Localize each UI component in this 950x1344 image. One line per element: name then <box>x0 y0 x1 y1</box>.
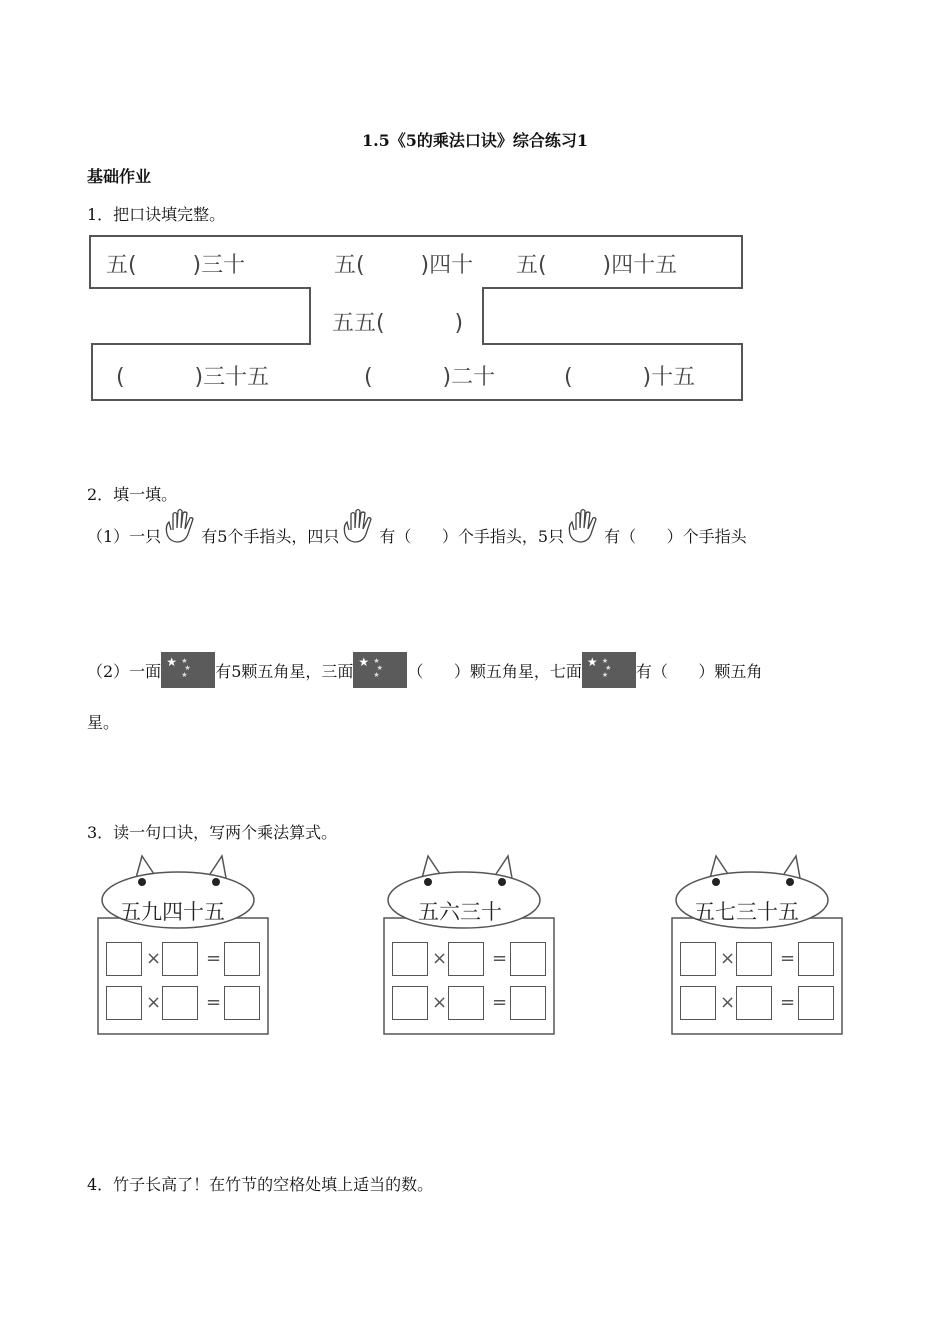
answer-box[interactable] <box>106 942 142 976</box>
hand-icon <box>161 508 201 548</box>
rhyme-card <box>92 852 272 1047</box>
flag-icon: ★ ★ ★ ★ <box>353 652 407 688</box>
answer-box[interactable] <box>224 986 260 1020</box>
flag-icon: ★ ★ ★ ★ <box>161 652 215 688</box>
rhyme-item[interactable]: 五五( ) <box>332 311 464 336</box>
hand-icon <box>339 508 379 548</box>
answer-box[interactable] <box>448 986 484 1020</box>
times-sign: × <box>432 948 448 969</box>
answer-box[interactable] <box>162 986 198 1020</box>
line-text[interactable]: 有（ ）个手指头 <box>604 526 747 546</box>
answer-box[interactable] <box>680 942 716 976</box>
rhyme-card <box>666 852 846 1047</box>
rhyme-item[interactable]: ( )十五 <box>564 365 696 390</box>
equals-sign: = <box>206 992 222 1013</box>
page-title: 1.5《5的乘法口诀》综合练习1 <box>361 131 589 150</box>
times-sign: × <box>720 948 736 969</box>
answer-box[interactable] <box>224 942 260 976</box>
rhyme-item[interactable]: 五( )四十 <box>334 253 474 278</box>
equals-sign: = <box>492 992 508 1013</box>
line-text: 有5颗五角星，三面 <box>215 661 354 681</box>
line-text[interactable]: （ ）颗五角星，七面 <box>407 661 582 681</box>
answer-box[interactable] <box>106 986 142 1020</box>
answer-box[interactable] <box>798 986 834 1020</box>
line-text[interactable]: 有（ ）颗五角 <box>635 661 763 681</box>
line-text: 有5个手指头，四只 <box>201 526 340 546</box>
rhyme-label: 五七三十五 <box>694 900 799 924</box>
rhyme-label: 五六三十 <box>418 900 502 924</box>
answer-box[interactable] <box>736 942 772 976</box>
answer-box[interactable] <box>798 942 834 976</box>
hand-icon <box>564 508 604 548</box>
answer-box[interactable] <box>162 942 198 976</box>
answer-box[interactable] <box>736 986 772 1020</box>
question-2-prompt: 2．填一填。 <box>87 485 178 504</box>
answer-box[interactable] <box>510 942 546 976</box>
fill-line-flags <box>87 652 762 688</box>
answer-box[interactable] <box>680 986 716 1020</box>
equals-sign: = <box>780 948 796 969</box>
section-heading: 基础作业 <box>87 167 152 186</box>
answer-box[interactable] <box>510 986 546 1020</box>
question-4-prompt: 4．竹子长高了！在竹节的空格处填上适当的数。 <box>87 1175 434 1194</box>
line-continuation: 星。 <box>87 713 120 732</box>
line-text[interactable]: 有（ ）个手指头，5只 <box>379 526 565 546</box>
answer-box[interactable] <box>392 986 428 1020</box>
times-sign: × <box>720 992 736 1013</box>
times-sign: × <box>432 992 448 1013</box>
rhyme-item[interactable]: ( )二十 <box>364 365 496 390</box>
rhyme-item[interactable]: 五( )四十五 <box>516 253 678 278</box>
rhyme-item[interactable]: ( )三十五 <box>116 365 270 390</box>
times-sign: × <box>146 948 162 969</box>
rhyme-puzzle-box <box>88 232 748 407</box>
line-text: （1）一只 <box>87 526 162 546</box>
answer-box[interactable] <box>392 942 428 976</box>
rhyme-card <box>378 852 558 1047</box>
question-3-prompt: 3．读一句口诀，写两个乘法算式。 <box>87 823 338 842</box>
equals-sign: = <box>206 948 222 969</box>
rhyme-item[interactable]: 五( )三十 <box>106 253 246 278</box>
times-sign: × <box>146 992 162 1013</box>
rhyme-label: 五九四十五 <box>120 900 225 924</box>
equals-sign: = <box>492 948 508 969</box>
question-1-prompt: 1．把口诀填完整。 <box>87 205 226 224</box>
equals-sign: = <box>780 992 796 1013</box>
flag-icon: ★ ★ ★ ★ <box>582 652 636 688</box>
answer-box[interactable] <box>448 942 484 976</box>
line-text: （2）一面 <box>87 661 162 681</box>
fill-line-hands <box>87 522 747 548</box>
